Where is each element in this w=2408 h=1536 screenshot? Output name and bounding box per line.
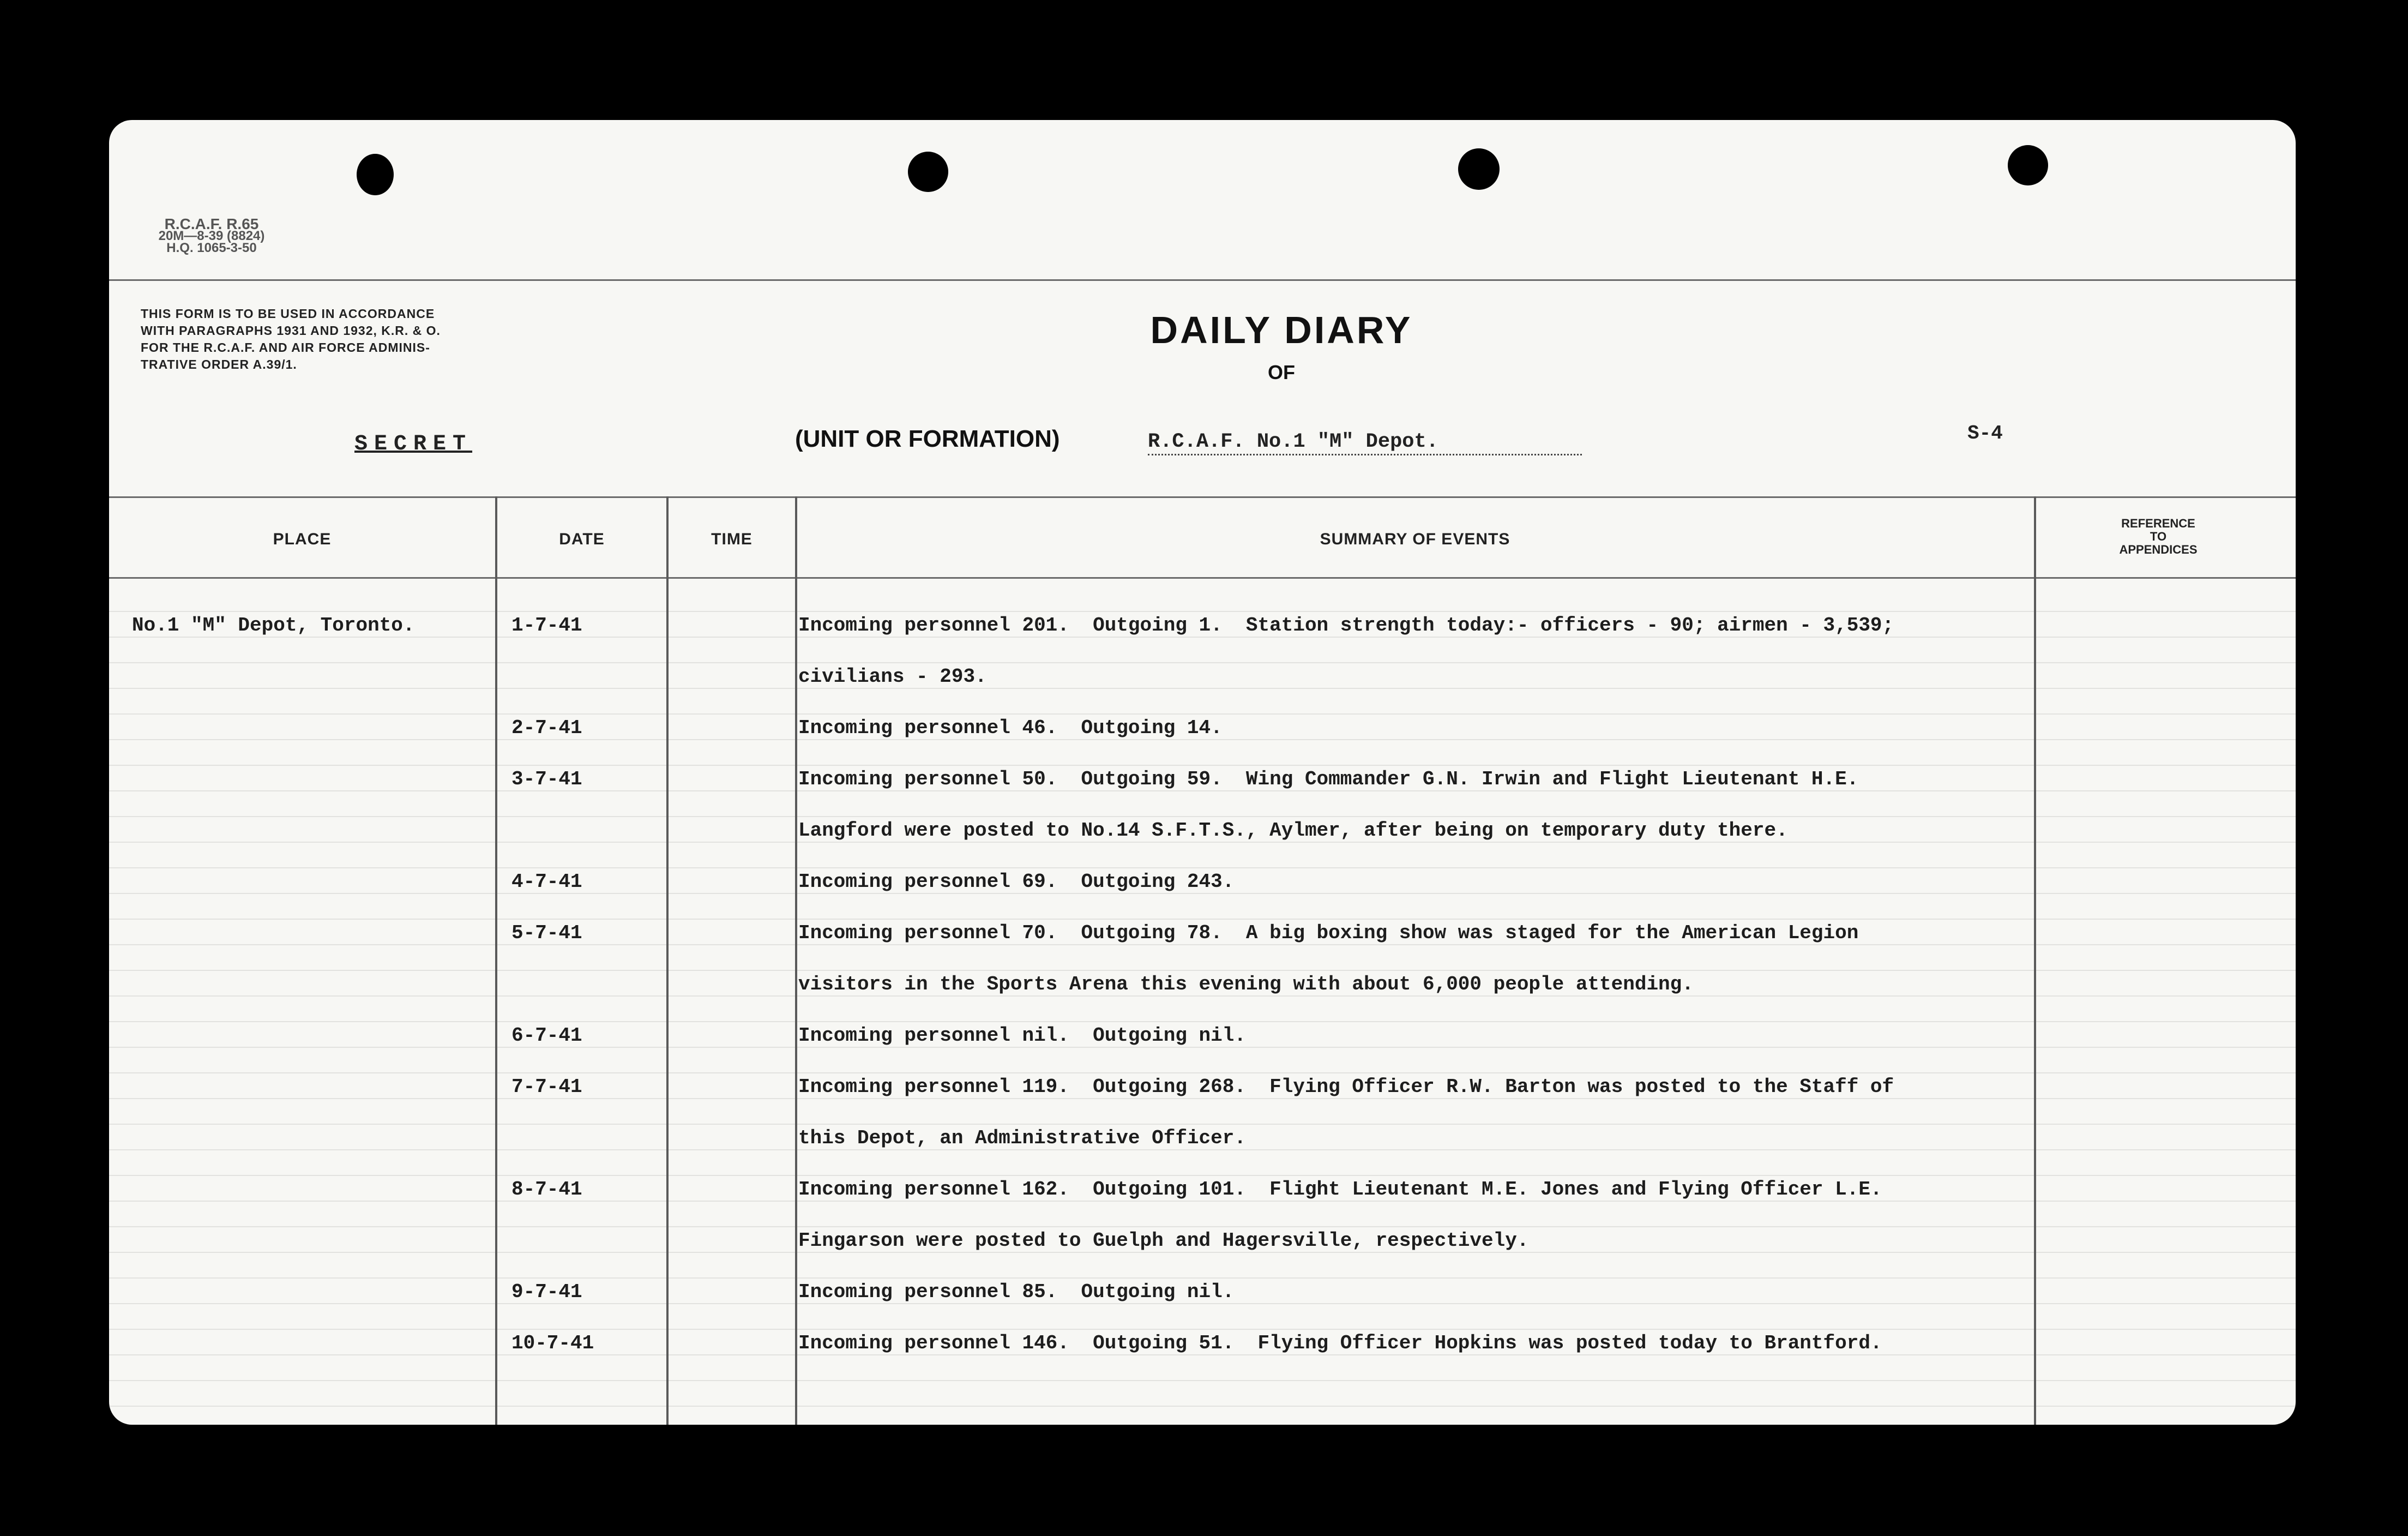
entry-date: 2-7-41: [511, 717, 582, 739]
punch-hole: [1458, 148, 1500, 190]
ruled-line: [109, 1124, 2296, 1125]
entry-summary-line: Incoming personnel 46. Outgoing 14.: [798, 717, 1223, 739]
entry-summary-line: Incoming personnel 201. Outgoing 1. Station strength today:- officers - 90; airmen - 3,539;: [798, 614, 1894, 637]
ruled-line: [109, 1329, 2296, 1330]
entry-summary-line: Incoming personnel nil. Outgoing nil.: [798, 1024, 1246, 1047]
column-header-date: DATE: [559, 530, 605, 548]
entry-date: 4-7-41: [511, 871, 582, 893]
ruled-line: [109, 919, 2296, 920]
ruled-line: [109, 662, 2296, 663]
entry-summary-line: Incoming personnel 50. Outgoing 59. Wing Commander G.N. Irwin and Flight Lieutenant H.E.: [798, 768, 1859, 790]
entry-summary-line: Incoming personnel 69. Outgoing 243.: [798, 871, 1235, 893]
hq-line: H.Q. 1065-3-50: [166, 241, 257, 255]
entry-date: 8-7-41: [511, 1178, 582, 1201]
ruled-line: [109, 765, 2296, 766]
column-divider: [795, 496, 797, 1425]
entry-summary-line: Incoming personnel 119. Outgoing 268. Flying Officer R.W. Barton was posted to the Staff of: [798, 1076, 1894, 1098]
entry-summary-line: Langford were posted to No.14 S.F.T.S., Aylmer, after being on temporary duty there.: [798, 819, 1788, 842]
ruled-line: [109, 1226, 2296, 1227]
ruled-line: [109, 1047, 2296, 1048]
entry-date: 9-7-41: [511, 1281, 582, 1303]
entry-place: No.1 "M" Depot, Toronto.: [132, 614, 415, 637]
entry-date: 7-7-41: [511, 1076, 582, 1098]
title-of: OF: [1268, 361, 1295, 383]
ruled-line: [109, 637, 2296, 638]
ruled-line: [109, 688, 2296, 689]
page-title: DAILY DIARY: [1150, 309, 1413, 351]
unit-label: (UNIT OR FORMATION): [795, 425, 1060, 452]
entry-date: 1-7-41: [511, 614, 582, 637]
column-divider: [2034, 496, 2036, 1425]
column-divider: [666, 496, 669, 1425]
punch-hole: [908, 152, 948, 192]
ruled-line: [109, 970, 2296, 971]
ruled-line: [109, 995, 2296, 997]
ruled-line: [109, 1303, 2296, 1304]
ruled-line: [109, 842, 2296, 843]
column-header-reference: REFERENCE TO APPENDICES: [2119, 517, 2198, 556]
ruled-line: [109, 1277, 2296, 1279]
entry-summary-line: Incoming personnel 85. Outgoing nil.: [798, 1281, 1235, 1303]
column-header-time: TIME: [711, 530, 752, 548]
entry-summary-line: Incoming personnel 146. Outgoing 51. Flying Officer Hopkins was posted today to Brantford.: [798, 1332, 1882, 1354]
header-bottom-rule: [109, 577, 2296, 579]
classification-stamp: SECRET: [354, 432, 473, 457]
unit-value: R.C.A.F. No.1 "M" Depot.: [1148, 430, 1582, 455]
entry-date: 6-7-41: [511, 1024, 582, 1047]
ruled-line: [109, 790, 2296, 791]
punch-hole: [2008, 145, 2048, 185]
ruled-line: [109, 1098, 2296, 1099]
ruled-line: [109, 1149, 2296, 1150]
ruled-line: [109, 1380, 2296, 1381]
entry-summary-line: Fingarson were posted to Guelph and Hagersville, respectively.: [798, 1229, 1529, 1252]
entry-summary-line: this Depot, an Administrative Officer.: [798, 1127, 1246, 1149]
ruled-line: [109, 1406, 2296, 1407]
form-reference: [141, 215, 282, 255]
ruled-line: [109, 1252, 2296, 1253]
column-header-summary: SUMMARY OF EVENTS: [1320, 530, 1510, 548]
ruled-line: [109, 1072, 2296, 1073]
ruled-line: [109, 816, 2296, 817]
ruled-line: [109, 611, 2296, 612]
form-instructions: THIS FORM IS TO BE USED IN ACCORDANCE WITH PARAGRAPHS 1931 AND 1932, K.R. & O. FOR THE R.C.A.F. AND AIR FORCE ADMINIS- TRATIVE ORDER A.39/1.: [141, 307, 441, 371]
entry-summary-line: visitors in the Sports Arena this evening with about 6,000 people attending.: [798, 973, 1694, 995]
print-line: 20M—8-39 (8824): [158, 229, 265, 243]
ruled-line: [109, 1201, 2296, 1202]
entry-summary-line: Incoming personnel 70. Outgoing 78. A big boxing show was staged for the American Legion: [798, 922, 1859, 944]
diary-form-sheet: [109, 120, 2296, 1425]
entry-summary-line: civilians - 293.: [798, 665, 987, 688]
ruled-line: [109, 713, 2296, 715]
entry-summary-line: Incoming personnel 162. Outgoing 101. Flight Lieutenant M.E. Jones and Flying Officer L.E.: [798, 1178, 1882, 1201]
punch-hole: [357, 154, 394, 195]
column-header-place: PLACE: [273, 530, 332, 548]
entry-date: 5-7-41: [511, 922, 582, 944]
ruled-line: [109, 867, 2296, 868]
ruled-line: [109, 893, 2296, 894]
column-divider: [495, 496, 497, 1425]
ruled-line: [109, 1354, 2296, 1355]
sheet-number: S-4: [1967, 422, 2003, 445]
ruled-line: [109, 944, 2296, 945]
entry-date: 3-7-41: [511, 768, 582, 790]
table-top-rule: [109, 496, 2296, 498]
ruled-line: [109, 739, 2296, 740]
ruled-line: [109, 1175, 2296, 1176]
entry-date: 10-7-41: [511, 1332, 594, 1354]
ruled-line: [109, 1021, 2296, 1022]
header-rule: [109, 279, 2296, 281]
form-number: R.C.A.F. R.65: [164, 215, 259, 232]
